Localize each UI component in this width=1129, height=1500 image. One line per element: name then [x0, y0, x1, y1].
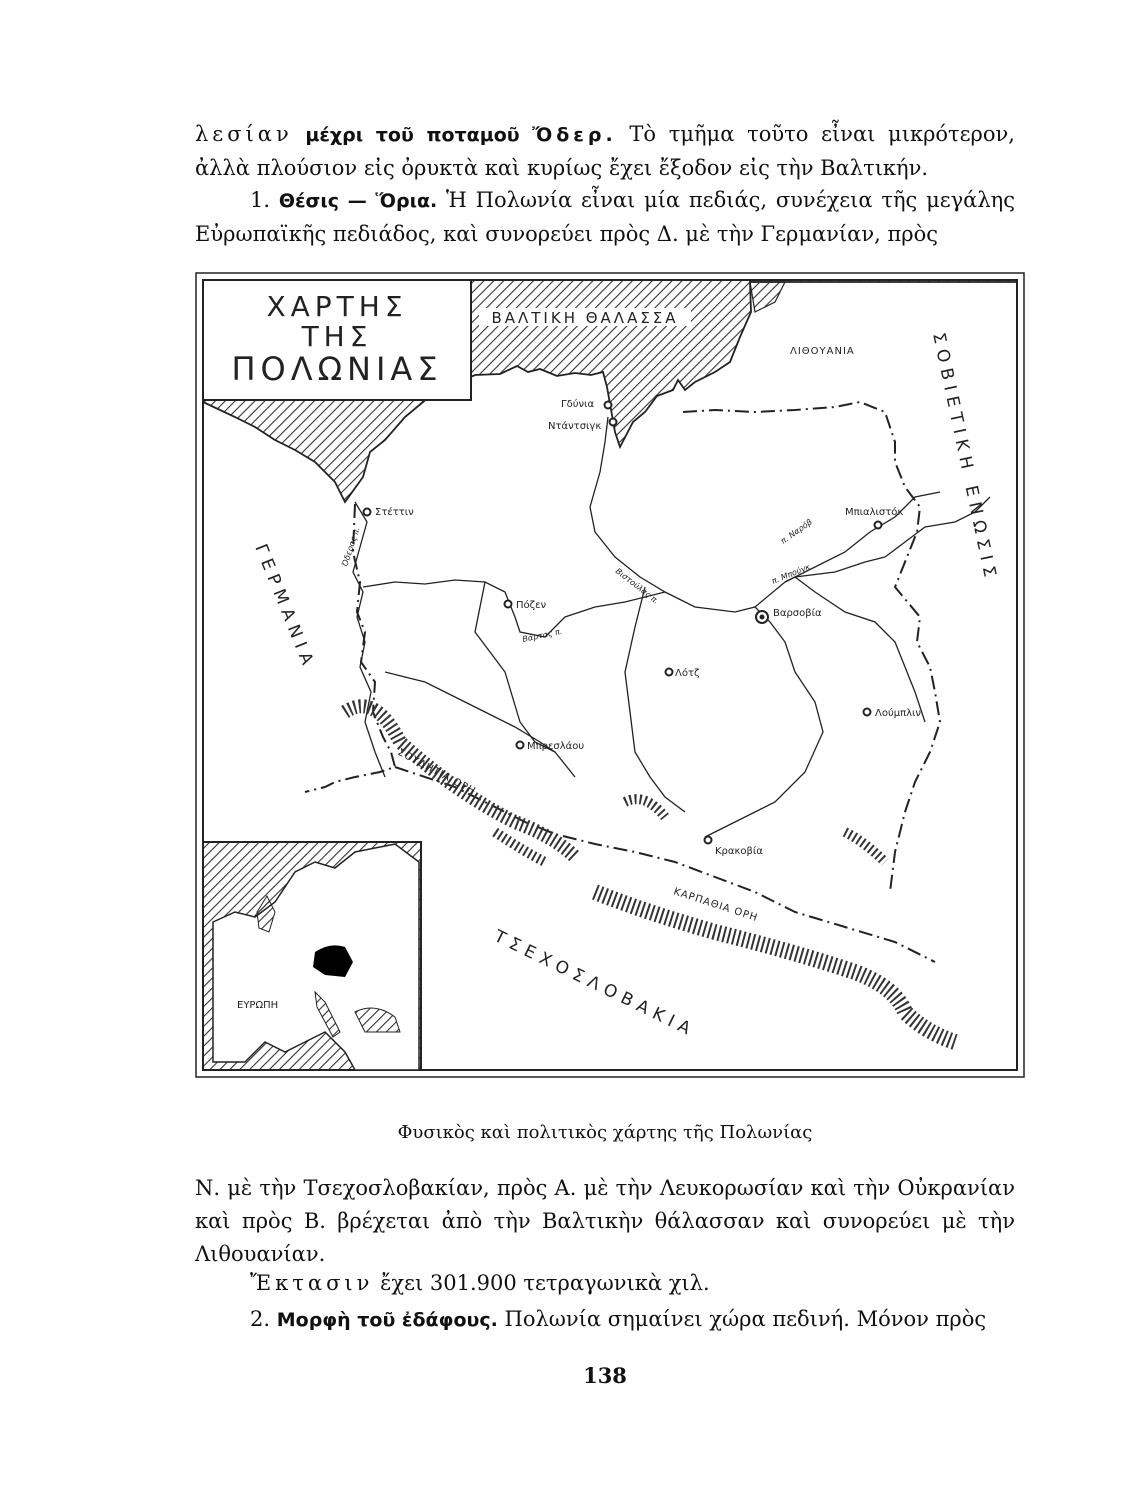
text-silesia: λεσίαν	[195, 122, 293, 146]
text-p3: Ν. μὲ τὴν Τσεχοσλοβακίαν, πρὸς Α. μὲ τὴν Λευκορωσίαν καὶ τὴν Οὐκρανίαν καὶ πρὸς Β. βρέχεται ἀπὸ τὴν Βαλτικὴν θάλασσαν καὶ συνορεύει μὲ τὴν Λιθουανίαν.	[195, 1176, 1015, 1266]
label-carpathians: ΚΑΡΠΑΘΙΑ ΟΡΗ	[672, 886, 760, 925]
text-river: μέχρι τοῦ ποταμοῦ	[292, 124, 533, 146]
map-figure	[195, 272, 1025, 1078]
paragraph-2	[195, 184, 1015, 251]
city-lodz: Λότζ	[675, 668, 700, 679]
poland-map	[195, 272, 1025, 1078]
label-lithuania: ΛΙΘΟΥΑΝΙΑ	[790, 346, 855, 357]
label-ussr: ΣΟΒΙΕΤΙΚΗ ΕΝΩΣΙΣ	[928, 330, 1001, 585]
city-gdynia: Γδύνια	[561, 399, 595, 410]
city-bialystok: Μπιαλιστόκ	[845, 507, 904, 518]
map-title-line-2: ΤΗΣ	[301, 320, 373, 353]
section-heading-terrain: Μορφὴ τοῦ ἐδάφους.	[276, 1309, 498, 1331]
label-europe: ΕΥΡΩΠΗ	[237, 1000, 279, 1011]
text-oder: Ὄδερ.	[532, 124, 617, 146]
text-p1-rest: Τὸ τμῆμα τοῦτο εἶναι μικρότερον, ἀλλὰ πλούσιον εἰς ὀρυκτὰ καὶ κυρίως ἔχει ἔξοδον εἰς τὴν Βαλτικήν.	[195, 122, 1015, 180]
city-gdansk: Ντάντσιγκ	[548, 421, 602, 432]
label-baltic-sea: ΒΑΛΤΙΚΗ ΘΑΛΑΣΣΑ	[491, 309, 679, 327]
city-warsaw: Βαρσοβία	[773, 608, 822, 619]
river-label-bug: π. Μπούγκ	[770, 562, 812, 586]
river-label-vistula: Βιστούλας π.	[613, 566, 661, 606]
city-krakow: Κρακοβία	[715, 846, 763, 857]
paragraph-4	[195, 1267, 1015, 1300]
section-number-1: 1.	[250, 188, 271, 212]
text-p5-body: Πολωνία σημαίνει χώρα πεδινή. Μόνον πρὸς	[497, 1307, 987, 1331]
text-area-body: ἔχει 301.900 τετραγωνικὰ χιλ.	[373, 1271, 710, 1295]
section-number-2: 2.	[250, 1307, 271, 1331]
city-wroclaw: Μπρεσλάου	[527, 741, 585, 752]
text-p2-body: Ἡ Πολωνία εἶναι μία πεδιάς, συνέχεια τῆς μεγάλης Εὐρωπαϊκῆς πεδιάδος, καὶ συνορεύει πρὸς Δ. μὲ τὴν Γερμανίαν, πρὸς	[195, 188, 1016, 246]
river-label-warta: Βάρτας π.	[521, 626, 564, 644]
map-title-line-3: ΠΟΛΩΝΙΑΣ	[231, 350, 443, 388]
paragraph-1	[195, 118, 1015, 185]
label-germany: ΓΕΡΜΑΝΙΑ	[250, 541, 320, 674]
label-czechoslovakia: ΤΣΕΧΟΣΛΟΒΑΚΙΑ	[490, 926, 699, 1042]
river-label-oder: Όδερας π.	[340, 525, 362, 568]
paragraph-3	[195, 1172, 1015, 1271]
map-title-line-1: ΧΑΡΤΗΣ	[266, 290, 408, 323]
page-number: 138	[583, 1363, 627, 1388]
section-heading-position: Θέσις — Ὅρια.	[278, 190, 438, 212]
paragraph-5	[195, 1303, 1015, 1337]
map-caption: Φυσικὸς καὶ πολιτικὸς χάρτης τῆς Πολωνίας	[397, 1122, 813, 1143]
city-lublin: Λούμπλιν	[875, 708, 922, 719]
label-sudetes: ΣΟΥΔΗΤΙΑ ΟΡΗ	[395, 746, 478, 798]
text-area-head: Ἔκτασιν	[250, 1271, 374, 1295]
europe-inset	[203, 842, 421, 1070]
city-szczecin: Στέττιν	[375, 507, 414, 518]
mountains	[345, 706, 955, 1042]
river-label-narew: π. Ναρόβ	[778, 517, 814, 546]
city-poznan: Πόζεν	[516, 600, 547, 611]
